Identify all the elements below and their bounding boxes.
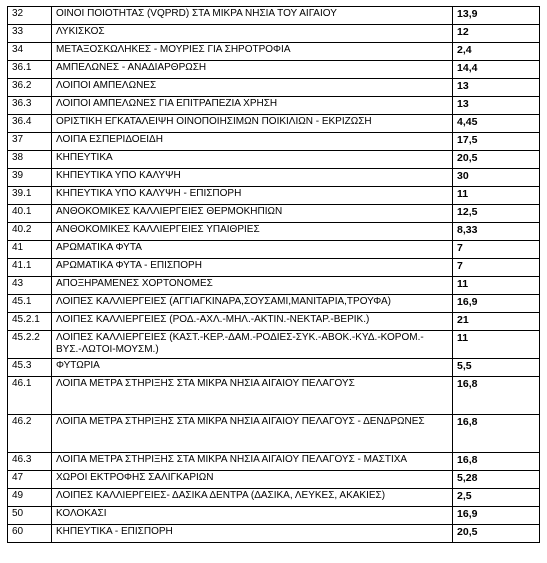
description-cell: ΚΗΠΕΥΤΙΚΑ ΥΠΟ ΚΑΛΥΨΗ (51, 169, 452, 187)
table-row (8, 151, 540, 169)
code-cell: 37 (8, 133, 52, 151)
crop-rates-table (7, 6, 540, 543)
table-row (8, 97, 540, 115)
code-cell: 45.1 (8, 295, 52, 313)
description-cell: ΜΕΤΑΞΟΣΚΩΛΗΚΕΣ - ΜΟΥΡΙΕΣ ΓΙΑ ΣΗΡΟΤΡΟΦΙΑ (51, 43, 452, 61)
description-cell: ΑΡΩΜΑΤΙΚΑ ΦΥΤΑ - ΕΠΙΣΠΟΡΗ (51, 259, 452, 277)
code-cell: 49 (8, 489, 52, 507)
value-cell: 7 (453, 241, 540, 259)
description-cell: ΛΟΙΠΕΣ ΚΑΛΛΙΕΡΓΕΙΕΣ- ΔΑΣΙΚΑ ΔΕΝΤΡΑ (ΔΑΣΙΚΑ, ΛΕΥΚΕΣ, ΑΚΑΚΙΕΣ) (51, 489, 452, 507)
code-cell: 34 (8, 43, 52, 61)
description-cell: ΛΟΙΠΑ ΜΕΤΡΑ ΣΤΗΡΙΞΗΣ ΣΤΑ ΜΙΚΡΑ ΝΗΣΙΑ ΑΙΓΑΙΟΥ ΠΕΛΑΓΟΥΣ (51, 377, 452, 415)
description-cell: ΛΟΙΠΑ ΜΕΤΡΑ ΣΤΗΡΙΞΗΣ ΣΤΑ ΜΙΚΡΑ ΝΗΣΙΑ ΑΙΓΑΙΟΥ ΠΕΛΑΓΟΥΣ - ΜΑΣΤΙΧΑ (51, 453, 452, 471)
table-row (8, 507, 540, 525)
code-cell: 36.4 (8, 115, 52, 133)
description-cell: ΑΡΩΜΑΤΙΚΑ ΦΥΤΑ (51, 241, 452, 259)
code-cell: 60 (8, 525, 52, 543)
value-cell: 5,28 (453, 471, 540, 489)
value-cell: 7 (453, 259, 540, 277)
description-cell: ΚΟΛΟΚΑΣΙ (51, 507, 452, 525)
description-cell: ΚΗΠΕΥΤΙΚΑ ΥΠΟ ΚΑΛΥΨΗ - ΕΠΙΣΠΟΡΗ (51, 187, 452, 205)
code-cell: 40.2 (8, 223, 52, 241)
description-cell: ΛΟΙΠΑ ΜΕΤΡΑ ΣΤΗΡΙΞΗΣ ΣΤΑ ΜΙΚΡΑ ΝΗΣΙΑ ΑΙΓΑΙΟΥ ΠΕΛΑΓΟΥΣ - ΔΕΝΔΡΩΝΕΣ (51, 415, 452, 453)
value-cell: 4,45 (453, 115, 540, 133)
value-cell: 16,8 (453, 377, 540, 415)
description-cell: ΑΝΘΟΚΟΜΙΚΕΣ ΚΑΛΛΙΕΡΓΕΙΕΣ ΥΠΑΙΘΡΙΕΣ (51, 223, 452, 241)
table-row (8, 259, 540, 277)
code-cell: 39.1 (8, 187, 52, 205)
value-cell: 20,5 (453, 525, 540, 543)
description-cell: ΑΜΠΕΛΩΝΕΣ - ΑΝΑΔΙΑΡΘΡΩΣΗ (51, 61, 452, 79)
value-cell: 16,9 (453, 507, 540, 525)
table-row (8, 79, 540, 97)
value-cell: 11 (453, 277, 540, 295)
table-row (8, 453, 540, 471)
code-cell: 41 (8, 241, 52, 259)
value-cell: 13 (453, 79, 540, 97)
value-cell: 17,5 (453, 133, 540, 151)
description-cell: ΟΙΝΟΙ ΠΟΙΟΤΗΤΑΣ (VQPRD) ΣΤΑ ΜΙΚΡΑ ΝΗΣΙΑ ΤΟΥ ΑΙΓΑΙΟΥ (51, 7, 452, 25)
value-cell: 12 (453, 25, 540, 43)
code-cell: 36.1 (8, 61, 52, 79)
table-body (8, 7, 540, 543)
code-cell: 46.3 (8, 453, 52, 471)
code-cell: 46.1 (8, 377, 52, 415)
code-cell: 45.2.1 (8, 313, 52, 331)
description-cell: ΑΠΟΞΗΡΑΜΕΝΕΣ ΧΟΡΤΟΝΟΜΕΣ (51, 277, 452, 295)
value-cell: 2,4 (453, 43, 540, 61)
description-cell: ΛΟΙΠΟΙ ΑΜΠΕΛΩΝΕΣ (51, 79, 452, 97)
value-cell: 16,8 (453, 453, 540, 471)
code-cell: 43 (8, 277, 52, 295)
description-cell: ΛΟΙΠΕΣ ΚΑΛΛΙΕΡΓΕΙΕΣ (ΑΓΓΙΑΓΚΙΝΑΡΑ,ΣΟΥΣΑΜΙ,ΜΑΝΙΤΑΡΙΑ,ΤΡΟΥΦΑ) (51, 295, 452, 313)
table-row (8, 43, 540, 61)
description-cell: ΟΡΙΣΤΙΚΗ ΕΓΚΑΤΑΛΕΙΨΗ ΟΙΝΟΠΟΙΗΣΙΜΩΝ ΠΟΙΚΙΛΙΩΝ - ΕΚΡΙΖΩΣΗ (51, 115, 452, 133)
table-row (8, 415, 540, 453)
code-cell: 46.2 (8, 415, 52, 453)
code-cell: 39 (8, 169, 52, 187)
value-cell: 8,33 (453, 223, 540, 241)
code-cell: 38 (8, 151, 52, 169)
description-cell: ΚΗΠΕΥΤΙΚΑ (51, 151, 452, 169)
value-cell: 20,5 (453, 151, 540, 169)
table-row (8, 241, 540, 259)
value-cell: 12,5 (453, 205, 540, 223)
code-cell: 36.3 (8, 97, 52, 115)
code-cell: 41.1 (8, 259, 52, 277)
code-cell: 40.1 (8, 205, 52, 223)
value-cell: 11 (453, 331, 540, 359)
value-cell: 2,5 (453, 489, 540, 507)
value-cell: 16,8 (453, 415, 540, 453)
code-cell: 45.2.2 (8, 331, 52, 359)
table-row (8, 359, 540, 377)
table-row (8, 115, 540, 133)
description-cell: ΦΥΤΩΡΙΑ (51, 359, 452, 377)
value-cell: 13 (453, 97, 540, 115)
table-row (8, 331, 540, 359)
description-cell: ΛΟΙΠΑ ΕΣΠΕΡΙΔΟΕΙΔΗ (51, 133, 452, 151)
description-cell: ΧΩΡΟΙ ΕΚΤΡΟΦΗΣ ΣΑΛΙΓΚΑΡΙΩΝ (51, 471, 452, 489)
table-row (8, 61, 540, 79)
value-cell: 11 (453, 187, 540, 205)
description-cell: ΛΟΙΠΟΙ ΑΜΠΕΛΩΝΕΣ ΓΙΑ ΕΠΙΤΡΑΠΕΖΙΑ ΧΡΗΣΗ (51, 97, 452, 115)
code-cell: 36.2 (8, 79, 52, 97)
table-row (8, 7, 540, 25)
code-cell: 50 (8, 507, 52, 525)
description-cell: ΛΟΙΠΕΣ ΚΑΛΛΙΕΡΓΕΙΕΣ (ΡΟΔ.-ΑΧΛ.-ΜΗΛ.-ΑΚΤΙΝ.-ΝΕΚΤΑΡ.-ΒΕΡΙΚ.) (51, 313, 452, 331)
code-cell: 33 (8, 25, 52, 43)
code-cell: 45.3 (8, 359, 52, 377)
description-cell: ΑΝΘΟΚΟΜΙΚΕΣ ΚΑΛΛΙΕΡΓΕΙΕΣ ΘΕΡΜΟΚΗΠΙΩΝ (51, 205, 452, 223)
description-cell: ΚΗΠΕΥΤΙΚΑ - ΕΠΙΣΠΟΡΗ (51, 525, 452, 543)
table-row (8, 133, 540, 151)
table-row (8, 223, 540, 241)
description-cell: ΛΟΙΠΕΣ ΚΑΛΛΙΕΡΓΕΙΕΣ (ΚΑΣΤ.-ΚΕΡ.-ΔΑΜ.-ΡΟΔΙΕΣ-ΣΥΚ.-ΑΒΟΚ.-ΚΥΔ.-ΚΟΡΟΜ.-ΒΥΣ.-ΛΩΤΟΙ-ΜΟΥΣΜ.) (51, 331, 452, 359)
table-row (8, 313, 540, 331)
table-row (8, 295, 540, 313)
value-cell: 13,9 (453, 7, 540, 25)
table-row (8, 377, 540, 415)
value-cell: 5,5 (453, 359, 540, 377)
table-row (8, 489, 540, 507)
code-cell: 47 (8, 471, 52, 489)
value-cell: 14,4 (453, 61, 540, 79)
description-cell: ΛΥΚΙΣΚΟΣ (51, 25, 452, 43)
value-cell: 21 (453, 313, 540, 331)
table-row (8, 187, 540, 205)
table-row (8, 169, 540, 187)
value-cell: 30 (453, 169, 540, 187)
table-row (8, 471, 540, 489)
code-cell: 32 (8, 7, 52, 25)
table-row (8, 25, 540, 43)
table-row (8, 205, 540, 223)
value-cell: 16,9 (453, 295, 540, 313)
table-row (8, 277, 540, 295)
table-row (8, 525, 540, 543)
